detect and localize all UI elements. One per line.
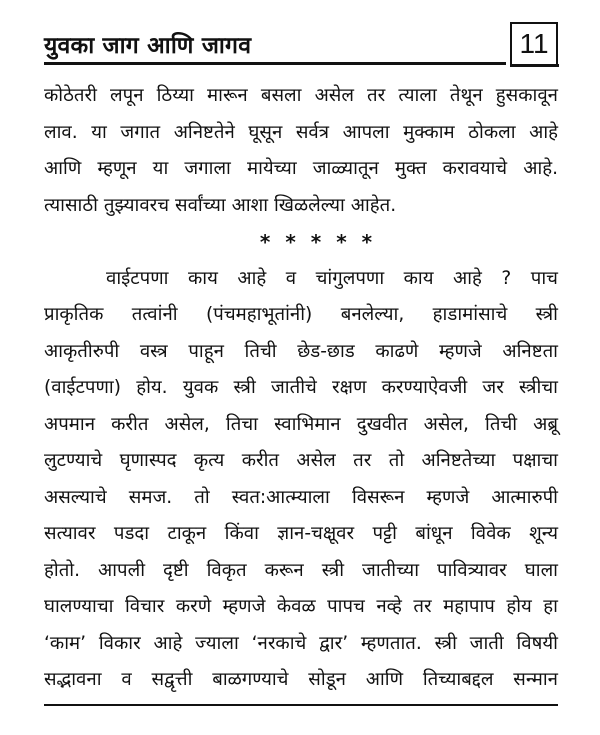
text-line: प्राकृतिक तत्वांनी (पंचमहाभूतांनी) बनलेल्या, हाडामांसाचे स्त्री: [44, 304, 558, 325]
text-line: आणि म्हणून या जगाला मायेच्या जाळ्यातून मुक्त करावयाचे आहे.: [44, 158, 558, 179]
paragraph-first-line: वाईटपणा काय आहे व चांगुलपणा काय आहे ? पाच: [106, 267, 558, 289]
text-line: (वाईटपणा) होय. युवक स्त्री जातीचे रक्षण करण्याऐवजी जर स्त्रीचा: [44, 377, 558, 398]
text-line: ‘काम’ विकार आहे ज्याला ‘नरकाचे द्वार’ म्हणतात. स्त्री जाती विषयी: [44, 632, 558, 654]
text-line: असल्याचे समज. तो स्वत:आत्म्याला विसरून म्हणजे आत्मारुपी: [44, 486, 558, 508]
page-header: [44, 22, 556, 66]
text-line: सद्भावना व सद्वृत्ती बाळगण्याचे सोडून आणि तिच्याबद्दल सन्मान: [44, 669, 558, 690]
text-line: लाव. या जगात अनिष्टतेने घूसून सर्वत्र आपला मुक्काम ठोकला आहे: [44, 121, 558, 143]
body-text: [44, 78, 558, 699]
section-separator: * * * * *: [259, 230, 377, 254]
footer-rule: [44, 704, 558, 706]
text-line: आकृतीरुपी वस्त्र पाहून तिची छेड-छाड काढणे म्हणजे अनिष्टता: [44, 340, 558, 362]
text-line: घालण्याचा विचार करणे म्हणजे केवळ पापच नव्हे तर महापाप होय हा: [44, 596, 558, 617]
header-rule: [44, 62, 506, 65]
text-line: होतो. आपली दृष्टी विकृत करून स्त्री जातीच्या पावित्र्यावर घाला: [44, 559, 558, 581]
text-line: त्यासाठी तुझ्यावरच सर्वांच्या आशा खिळलेल्या आहेत.: [44, 194, 397, 216]
page-number: 11: [510, 22, 558, 64]
text-line: अपमान करीत असेल, तिचा स्वाभिमान दुखवीत असेल, तिची अब्रू: [44, 413, 558, 435]
chapter-title: युवका जाग आणि जागव: [44, 33, 252, 59]
text-line: लुटण्याचे घृणास्पद कृत्य करीत असेल तर तो अनिष्टतेच्या पक्षाचा: [44, 450, 558, 471]
text-line: कोठेतरी लपून ठिय्या मारून बसला असेल तर त्याला तेथून हुसकावून: [44, 85, 558, 106]
text-line: सत्यावर पडदा टाकून किंवा ज्ञान-चक्षूवर पट्टी बांधून विवेक शून्य: [44, 523, 558, 544]
